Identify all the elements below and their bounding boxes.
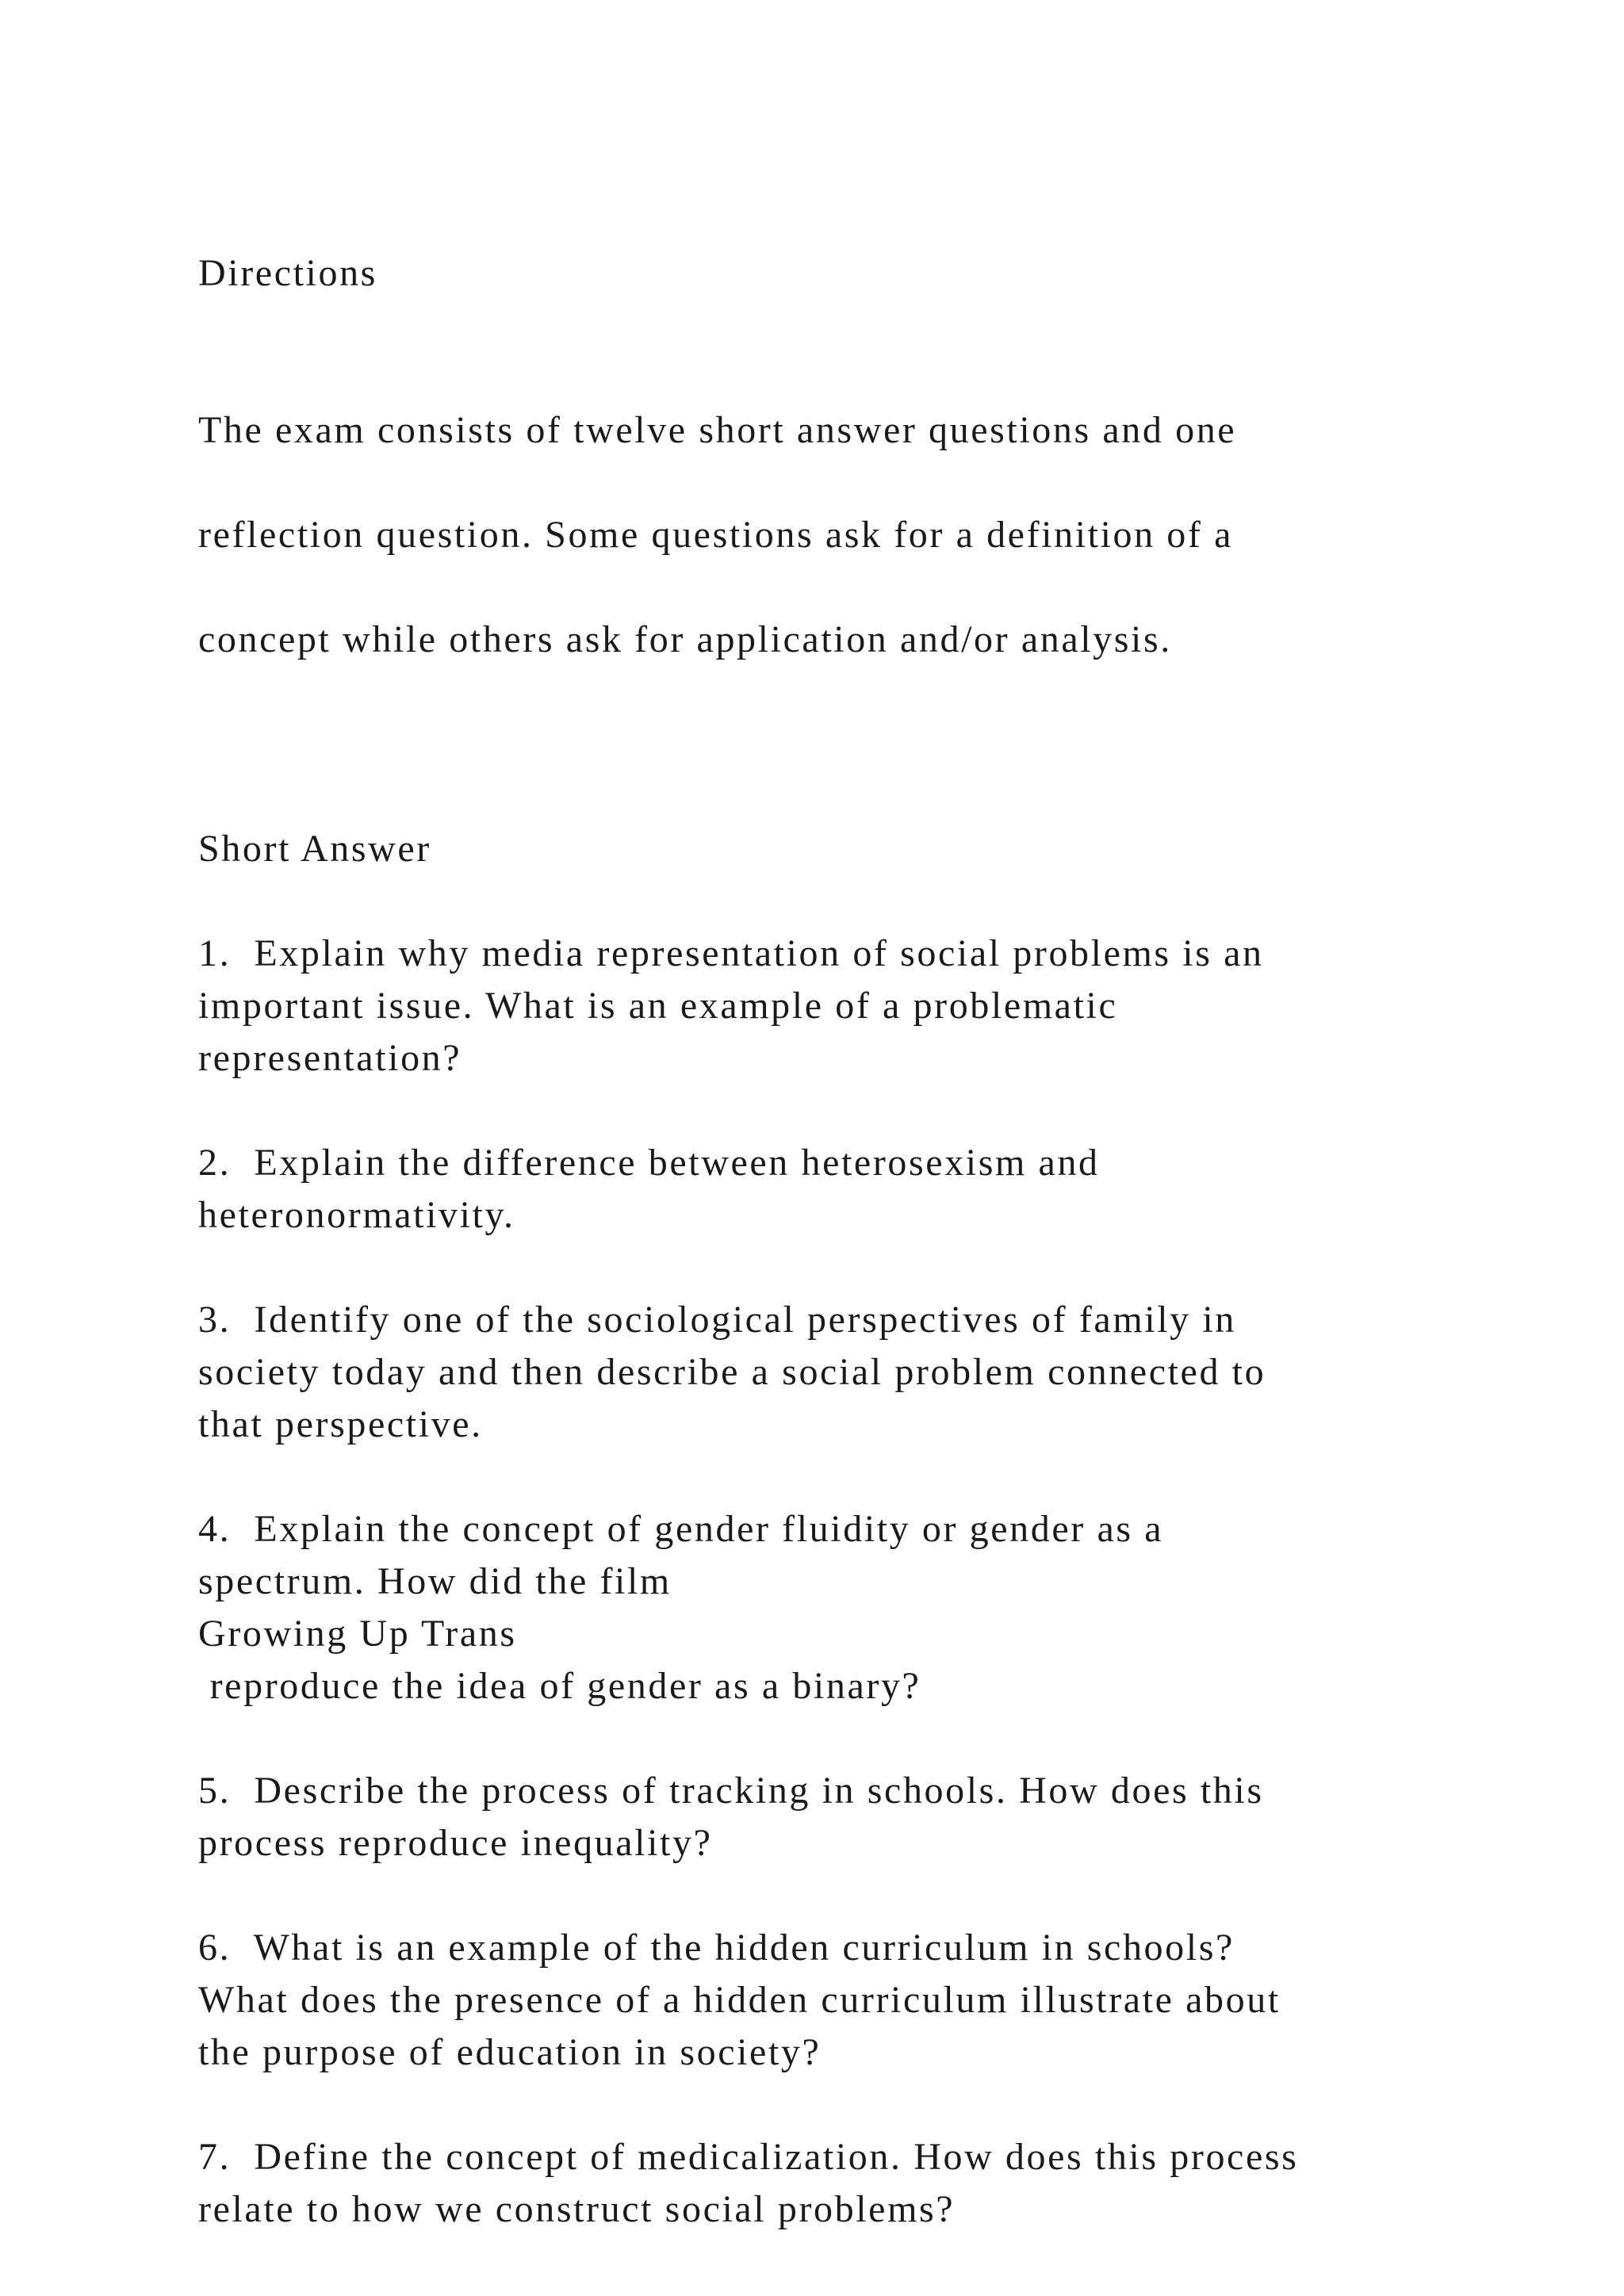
question-line: 7. Define the concept of medicalization. How does this process xyxy=(198,2136,1299,2178)
question-line: 4. Explain the concept of gender fluidity or gender as a xyxy=(198,1508,1164,1550)
question-line: 2. Explain the difference between heterosexism and xyxy=(198,1142,1100,1184)
question-line: 5. Describe the process of tracking in schools. How does this xyxy=(198,1770,1264,1812)
question-line: heteronormativity. xyxy=(198,1194,515,1236)
directions-paragraph xyxy=(198,352,1467,718)
question-line: spectrum. How did the film xyxy=(198,1560,672,1602)
question-line: society today and then describe a social problem connected to xyxy=(198,1351,1266,1393)
film-title: Growing Up Trans xyxy=(198,1613,517,1655)
question-line: 6. What is an example of the hidden curriculum in schools? xyxy=(198,1927,1235,1969)
question-7 xyxy=(198,2131,1467,2236)
question-line: that perspective. xyxy=(198,1403,483,1445)
directions-line: reflection question. Some questions ask for a definition of a xyxy=(198,514,1233,556)
question-line: 3. Identify one of the sociological perspectives of family in xyxy=(198,1299,1236,1341)
directions-heading: Directions xyxy=(198,252,377,294)
question-line: 1. Explain why media representation of social problems is an xyxy=(198,932,1264,974)
question-line: What does the presence of a hidden curriculum illustrate about xyxy=(198,1979,1281,2021)
question-5 xyxy=(198,1765,1467,1869)
question-line: process reproduce inequality? xyxy=(198,1822,713,1864)
question-line: important issue. What is an example of a problematic xyxy=(198,985,1118,1027)
question-2 xyxy=(198,1137,1467,1242)
question-line: representation? xyxy=(198,1037,462,1079)
question-6 xyxy=(198,1922,1467,2079)
short-answer-heading: Short Answer xyxy=(198,828,431,870)
question-3 xyxy=(198,1294,1467,1451)
directions-line: concept while others ask for application and/or analysis. xyxy=(198,618,1172,660)
question-line: reproduce the idea of gender as a binary? xyxy=(198,1665,921,1707)
question-1 xyxy=(198,928,1467,1085)
question-4 xyxy=(198,1503,1467,1712)
document-content xyxy=(198,247,1467,2288)
directions-line: The exam consists of twelve short answer questions and one xyxy=(198,409,1237,451)
question-line: the purpose of education in society? xyxy=(198,2031,822,2073)
question-line: relate to how we construct social problems? xyxy=(198,2188,956,2230)
